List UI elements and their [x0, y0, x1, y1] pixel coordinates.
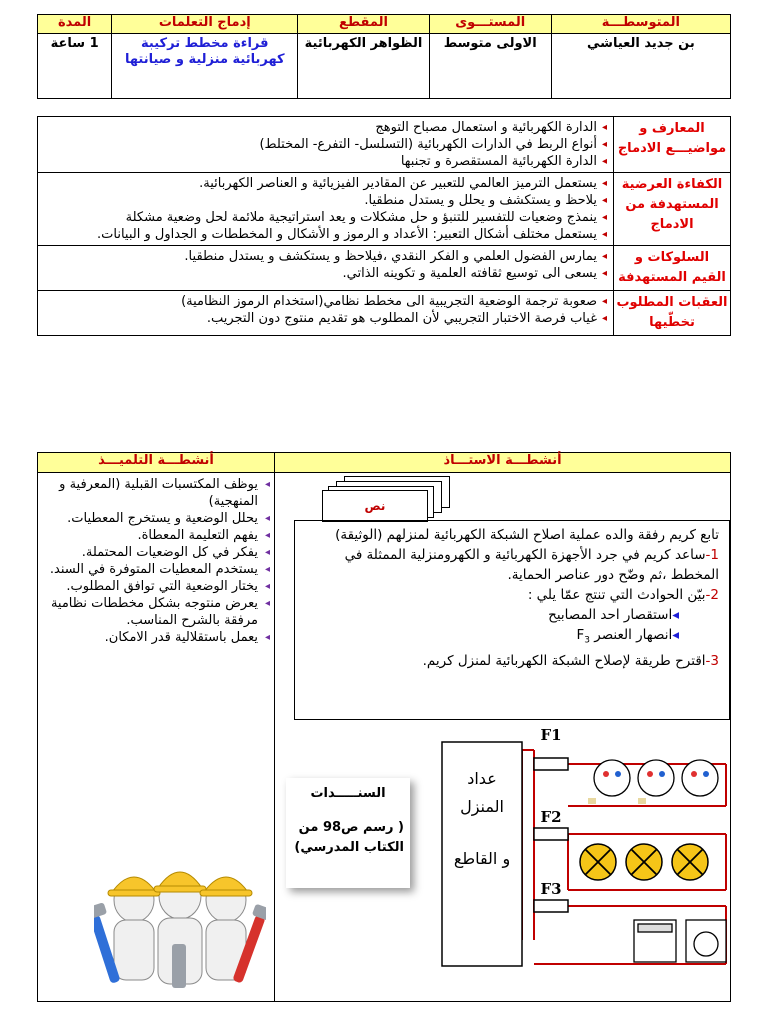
question-2b: انصهار العنصر F [576, 627, 673, 643]
goals-row-obstacles [38, 291, 731, 336]
lesson-header-table [37, 14, 731, 99]
question-3: اقترح طريقة لإصلاح الشبكة الكهربائية لمنزل كريم. [422, 652, 706, 669]
meter-label-line: المنزل [460, 797, 504, 816]
label-level: المستـــوى [429, 15, 551, 34]
goals-item: ◂ الدارة الكهربائية المستقصرة و تجنبها [44, 153, 607, 170]
student-activity: ◂ يوظف المكتسبات القبلية (المعرفية و المنهجية) [42, 476, 270, 510]
fuse-label: F3 [540, 880, 562, 898]
label-section: المقطع [298, 15, 429, 34]
resources-title: السنـــــدات [310, 786, 386, 801]
question-2a: استقصار احد المصابيح [548, 607, 673, 623]
situation-intro: تابع كريم رفقة والده عملية اصلاح الشبكة الكهربائية لمنزلهم (الوثيقة) [335, 527, 719, 543]
question-2b-subscript: 3 [584, 635, 590, 646]
label-school: المتوسطـــة [551, 15, 730, 34]
goals-item: ◂ يلاحظ و يستكشف و يحلل و يستدل منطقيا. [44, 192, 607, 209]
question-number: 1- [705, 547, 719, 563]
circuit-diagram [438, 724, 728, 970]
goals-key: العقبات المطلوب تخطّيها [614, 291, 731, 336]
situation-text-box [294, 520, 730, 720]
student-activity: ◂ يفكر في كل الوضعيات المحتملة. [42, 544, 270, 561]
goals-item: ◂ يمارس الفضول العلمي و الفكر النقدي ،فيلاحظ و يستكشف و يستدل منطقيا. [44, 248, 607, 265]
fuse-label: F1 [540, 726, 562, 744]
goals-row-competence [38, 173, 731, 246]
goals-item: ◂ يستعمل مختلف أشكال التعبير: الأعداد و الرموز و الأشكال و المخططات و الجداول و البيانات. [44, 226, 607, 243]
value-school: بن جديد العياشي [551, 34, 730, 99]
workers-illustration [94, 852, 266, 992]
student-activity: ◂ يعمل باستقلالية قدر الامكان. [42, 629, 270, 646]
goals-row-values [38, 246, 731, 291]
student-activities-header: أنشطـــة التلميـــذ [38, 453, 275, 473]
value-level: الاولى متوسط [429, 34, 551, 99]
student-activity: ◂ يستخدم المعطيات المتوفرة في السند. [42, 561, 270, 578]
label-duration: المدة [38, 15, 112, 34]
goals-item: ◂ يسعى الى توسيع ثقافته العلمية و تكوينه الذاتي. [44, 265, 607, 282]
goals-key: الكفاءة العرضية المستهدفة من الادماج [614, 173, 731, 246]
question-2: بيّن الحوادث التي تنتج عمّا يلي : [527, 587, 706, 603]
teacher-activities-header: أنشطـــة الاستـــاذ [275, 453, 731, 473]
question-1: ساعد كريم في جرد الأجهزة الكهربائية و الكهرومنزلية الممثلة في المخطط ،ثم وضّح دور عناصر الحماية. [344, 547, 719, 583]
value-integration: قراءة مخطط تركيبة كهربائية منزلية و صيانتها [112, 34, 298, 99]
goals-key: السلوكات و القيم المستهدفة [614, 246, 731, 291]
resources-reference: ( رسم ص98 من الكتاب المدرسي) [294, 820, 404, 855]
goals-item: ◂ صعوبة ترجمة الوضعية التجريبية الى مخطط نظامي(استخدام الرموز النظامية) [44, 293, 607, 310]
meter-label-line: عداد [467, 769, 497, 788]
lamp-icons [580, 844, 708, 880]
question-number: 3- [705, 652, 719, 669]
goals-row-knowledge [38, 117, 731, 173]
goals-table [37, 116, 731, 336]
pointer-icon: ◂ [672, 607, 679, 623]
goals-key: المعارف و مواضيـــع الادماج [614, 117, 731, 173]
fuse-label: F2 [540, 808, 562, 826]
goals-item: ◂ يستعمل الترميز العالمي للتعبير عن المقادير الفيزيائية و العناصر الكهربائية. [44, 175, 607, 192]
goals-item: ◂ غياب فرصة الاختبار التجريبي لأن المطلوب هو تقديم منتوج دون التجريب. [44, 310, 607, 327]
goals-item: ◂ أنواع الربط في الدارات الكهربائية (التسلسل- التفرع- المختلط) [44, 136, 607, 153]
appliance-icons [634, 920, 726, 962]
student-activity: ◂ يختار الوضعية التي توافق المطلوب. [42, 578, 270, 595]
goals-item: ◂ ينمذج وضعيات للتفسير للتنبؤ و حل مشكلات و يعد استراتيجية ملائمة لحل وضعية مشكلة [44, 209, 607, 226]
meter-label-line: و القاطع [453, 849, 511, 868]
document-stack-icon [322, 476, 452, 518]
pointer-icon: ◂ [672, 627, 679, 643]
goals-item: ◂ الدارة الكهربائية و استعمال مصباح التوهج [44, 119, 607, 136]
value-section: الظواهر الكهربائية [298, 34, 429, 99]
student-activity: ◂ يعرض منتوجه بشكل مخططات نظامية مرفقة بالشرح المناسب. [42, 595, 270, 629]
label-integration: إدماج التعلمات [112, 15, 298, 34]
student-activity: ◂ يحلل الوضعية و يستخرج المعطيات. [42, 510, 270, 527]
text-label: نص [322, 490, 428, 522]
student-activity: ◂ يفهم التعليمة المعطاة. [42, 527, 270, 544]
socket-icons [594, 760, 718, 796]
question-number: 2- [705, 587, 719, 603]
value-duration: 1 ساعة [38, 34, 112, 99]
resources-box [286, 778, 410, 888]
